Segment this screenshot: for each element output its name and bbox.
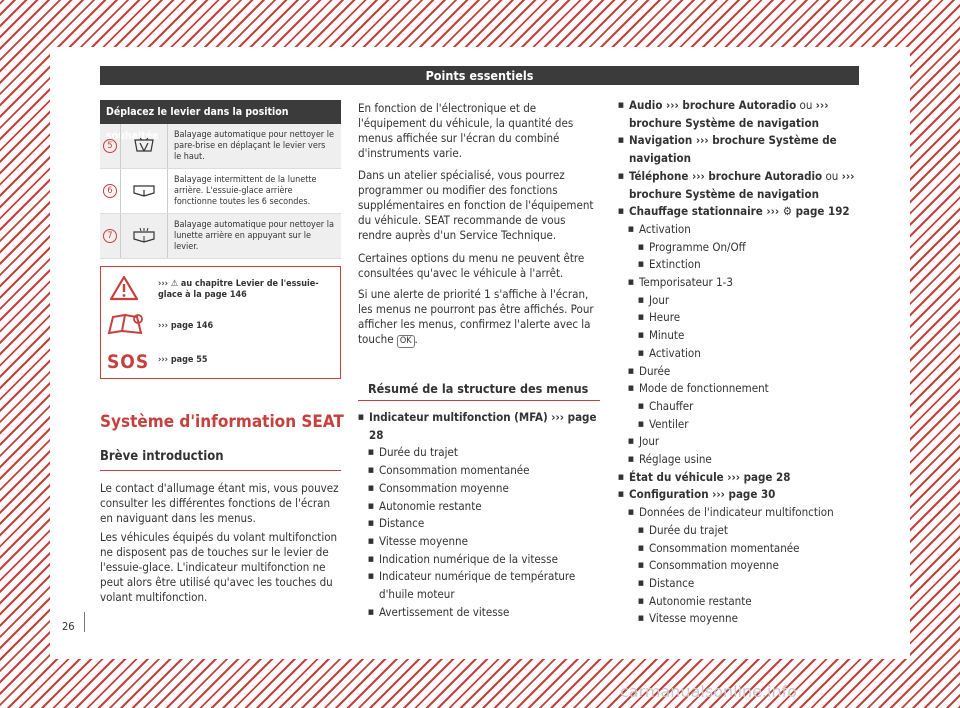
table-row: [100, 214, 341, 259]
list-item: ■ Distance: [358, 515, 600, 533]
intro-paragraph-1: Le contact d'allumage étant mis, vous pouvez consulter les différentes fonctions de l'écran en naviguant dans les menus.: [100, 481, 339, 525]
list-item: ■ Réglage usine: [618, 451, 862, 469]
row-number: 6: [103, 184, 117, 198]
list-item: ■ Jour: [618, 433, 862, 451]
list-item: ■ Consommation momentanée: [358, 462, 600, 480]
subtitle-rule: [100, 470, 341, 471]
list-item: ■ Consommation moyenne: [618, 557, 862, 575]
mid-paragraph-1: En fonction de l'électronique et de l'équipement du véhicule, la quantité des menus affichée sur l'écran du combiné d'instruments varie.: [358, 101, 574, 160]
list-item: ■ Indication numérique de la vitesse: [358, 551, 600, 569]
mid-paragraph-3: Certaines options du menu ne peuvent être consultées qu'avec le véhicule à l'arrêt.: [358, 251, 585, 280]
list-item: ■ Vitesse moyenne: [358, 533, 600, 551]
ok-key: OK: [397, 335, 415, 348]
list-item: ■ Durée du trajet: [358, 444, 600, 462]
list-item: ■ Minute: [618, 327, 862, 345]
list-item: ■ Heure: [618, 309, 862, 327]
section-subtitle: Brève introduction: [100, 449, 224, 464]
row-description: Balayage automatique pour nettoyer le pare-brise en déplaçant le levier vers le haut.: [174, 129, 334, 162]
watermark: carmanualsonline.info: [620, 682, 798, 701]
section-title: Système d'information SEAT: [100, 412, 344, 432]
list-item: ■ Activation: [618, 345, 862, 363]
reference-page-55[interactable]: ››› page 55: [158, 355, 208, 365]
summary-title: Résumé de la structure des menus: [368, 381, 589, 396]
list-item: ■ Autonomie restante: [618, 593, 862, 611]
row-description: Balayage intermittent de la lunette arrière. L'essuie-glace arrière fonctionne toutes les 6 secondes.: [174, 174, 317, 207]
reference-warning[interactable]: ››› ⚠ au chapitre Levier de l'essuie-glace à la page 146: [158, 279, 319, 300]
list-item: ■ Durée: [618, 363, 862, 381]
list-item: ■ Chauffage stationnaire ››› ⚙ page 192: [618, 203, 862, 221]
list-item: ■ Programme On/Off: [618, 239, 862, 257]
row-number: 7: [103, 229, 117, 243]
page-header: Points essentiels: [100, 66, 859, 85]
rear-wiper-interval-icon: [120, 169, 168, 213]
list-item: ■ Chauffer: [618, 398, 862, 416]
row-number: 5: [103, 139, 117, 153]
sos-label: SOS: [107, 351, 150, 373]
mid-paragraph-2: Dans un atelier spécialisé, vous pourrez programmer ou modifier des fonctions supplémentaires en fonction de l'équipement du véhicule. SEAT recommande de vous rendre auprès d'un Service Technique.: [358, 168, 594, 242]
summary-rule: [358, 400, 600, 401]
rear-washer-icon: [120, 214, 168, 258]
list-item: ■ Jour: [618, 292, 862, 310]
table-heading: Déplacez le levier dans la position souhaitée: [100, 100, 341, 124]
list-item: ■ Temporisateur 1-3: [618, 274, 862, 292]
list-item: ■ Téléphone ››› brochure Autoradio ou ››› brochure Système de navigation: [618, 168, 862, 203]
page-number: 26: [62, 620, 75, 633]
list-item: ■ Données de l'indicateur multifonction: [618, 504, 862, 522]
row-description: Balayage automatique pour nettoyer la lunette arrière en appuyant sur le levier.: [174, 219, 334, 252]
list-item: ■ Consommation momentanée: [618, 540, 862, 558]
menu-structure-list-1: [358, 409, 600, 621]
list-item: ■ Durée du trajet: [618, 522, 862, 540]
reference-box: [100, 266, 341, 379]
table-row: [100, 169, 341, 214]
list-item: ■ Navigation ››› brochure Système de navigation: [618, 132, 862, 167]
list-item: ■ Activation: [618, 221, 862, 239]
list-item: ■ Ventiler: [618, 416, 862, 434]
rear-wiper-auto-icon: [120, 124, 168, 168]
list-item: ■ Autonomie restante: [358, 498, 600, 516]
table-row: [100, 124, 341, 169]
list-item: ■ Extinction: [618, 256, 862, 274]
lever-position-table: [100, 100, 341, 259]
warning-icon: [109, 275, 139, 301]
list-item: ■ Indicateur numérique de température d'huile moteur: [358, 568, 600, 603]
list-item: ■ Consommation moyenne: [358, 480, 600, 498]
mid-paragraph-4: Si une alerte de priorité 1 s'affiche à l'écran, les menus ne pourront pas être affichés. Pour afficher les menus, confirmez l'alerte avec la touche OK .: [358, 287, 594, 346]
list-item: ■ Indicateur multifonction (MFA) ››› page 28: [358, 409, 600, 444]
menu-structure-list-2: [618, 97, 862, 628]
intro-paragraph-2: Les véhicules équipés du volant multifonction ne disposent pas de touches sur le levier de l'essuie-glace. L'indicateur multifonction ne peut alors être utilisé qu'avec les touches du volant multifonction.: [100, 530, 338, 604]
page-number-rule: [84, 612, 85, 632]
manual-book-icon: [107, 311, 147, 337]
list-item: ■ Distance: [618, 575, 862, 593]
list-item: ■ Audio ››› brochure Autoradio ou ››› brochure Système de navigation: [618, 97, 862, 132]
list-item: ■ Avertissement de vitesse: [358, 604, 600, 622]
list-item: ■ Vitesse moyenne: [618, 610, 862, 628]
list-item: ■ Configuration ››› page 30: [618, 486, 862, 504]
reference-page-146[interactable]: ››› page 146: [158, 321, 214, 331]
list-item: ■ Mode de fonctionnement: [618, 380, 862, 398]
list-item: ■ État du véhicule ››› page 28: [618, 469, 862, 487]
